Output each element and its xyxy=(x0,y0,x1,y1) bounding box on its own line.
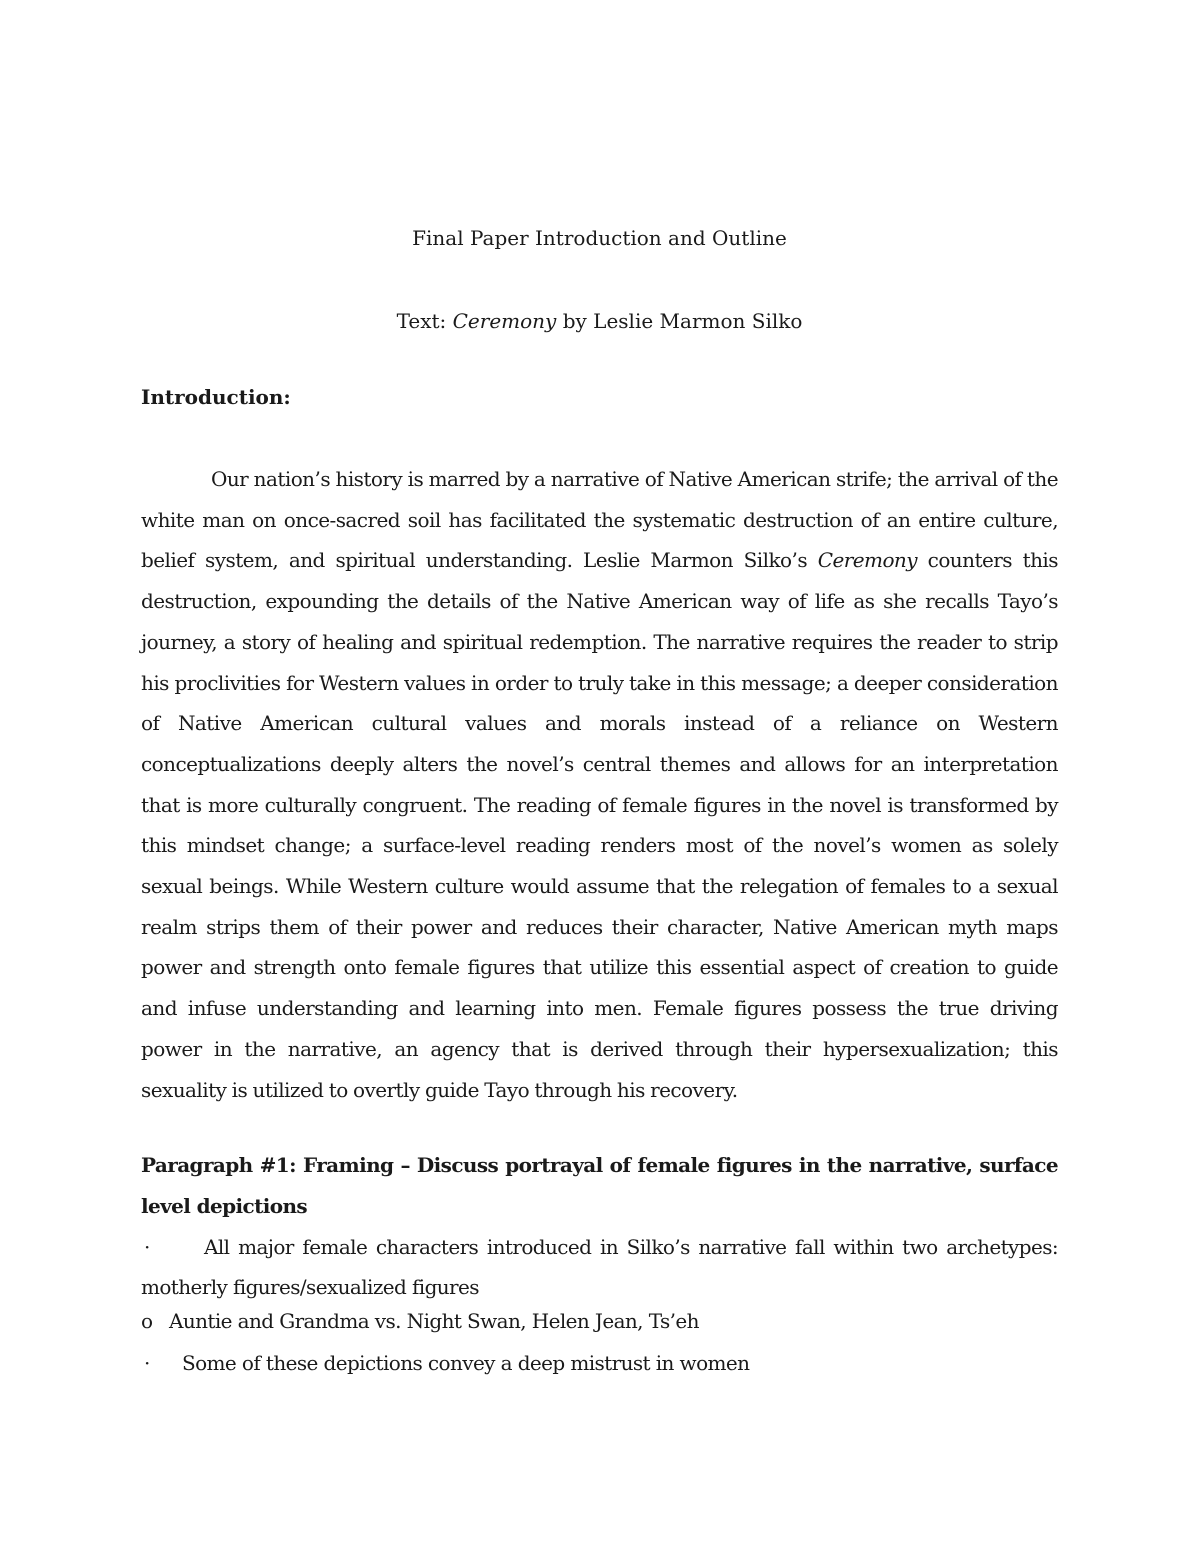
introduction-work-title: Ceremony xyxy=(817,548,918,573)
introduction-heading: Introduction: xyxy=(141,385,291,409)
sub-bullet-marker: o xyxy=(141,1309,153,1333)
subtitle-work-title: Ceremony xyxy=(452,309,557,333)
bullet-marker: · xyxy=(144,1351,150,1375)
sub-bullet-item xyxy=(141,1307,1058,1335)
bullet-item xyxy=(141,1227,1058,1307)
document-subtitle xyxy=(141,307,1058,335)
bullet-item xyxy=(141,1349,1058,1377)
subtitle-suffix: by Leslie Marmon Silko xyxy=(556,309,803,333)
introduction-paragraph xyxy=(141,459,1058,1110)
introduction-text-part2: counters this destruction, expounding the details of the Native American way of life as she recalls Tayo’s journey, a story of healing and spiritual redemption. The narrative requires the reader to strip his proclivities for Western values in order to truly take in this message; a deeper consideration of Native American cultural values and morals instead of a reliance on Western conceptualizations deeply alters the novel’s central themes and allows for an interpretation that is more culturally congruent. The reading of female figures in the novel is transformed by this mindset change; a surface-level reading renders most of the novel’s women as solely sexual beings. While Western culture would assume that the relegation of females to a sexual realm strips them of their power and reduces their character, Native American myth maps power and strength onto female figures that utilize this essential aspect of creation to guide and infuse understanding and learning into men. Female figures possess the true driving power in the narrative, an agency that is derived through their hypersexualization; this sexuality is utilized to overtly guide Tayo through his recovery. xyxy=(141,548,1058,1102)
sub-bullet-text: Auntie and Grandma vs. Night Swan, Helen Jean, Ts’eh xyxy=(169,1309,699,1333)
bullet-text: Some of these depictions convey a deep mistrust in women xyxy=(182,1351,750,1375)
paragraph1-heading: Paragraph #1: Framing – Discuss portrayal of female figures in the narrative, surface level depictions xyxy=(141,1153,1058,1218)
introduction-text-part1: Our nation’s history is marred by a narrative of Native American strife; the arrival of the white man on once-sacred soil has facilitated the systematic destruction of an entire culture, belief system, and spiritual understanding. Leslie Marmon Silko’s xyxy=(141,467,1058,573)
bullet-text: All major female characters introduced in Silko’s narrative fall within two archetypes: motherly figures/sexualized figures xyxy=(141,1235,1058,1299)
document-title: Final Paper Introduction and Outline xyxy=(412,226,787,250)
bullet-marker: · xyxy=(144,1235,150,1259)
subtitle-prefix: Text: xyxy=(396,309,453,333)
